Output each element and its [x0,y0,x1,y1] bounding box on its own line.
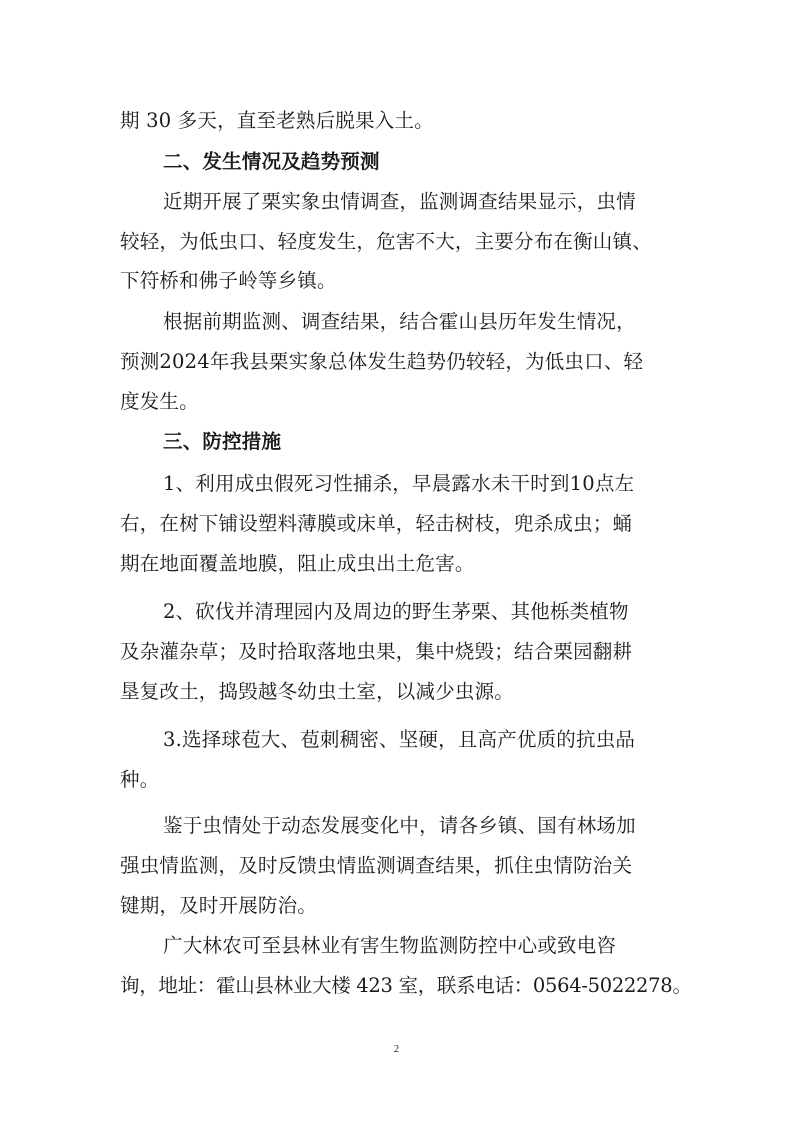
section-heading-situation: 二、发生情况及趋势预测 [163,150,380,173]
body-text-line: 期在地面覆盖地膜，阻止成虫出土危害。 [120,552,475,575]
body-text-line: 强虫情监测，及时反馈虫情监测调查结果，抓住虫情防治关 [120,854,633,877]
body-text-line: 键期，及时开展防治。 [120,894,318,917]
body-text-line: 询，地址：霍山县林业大楼 423 室，联系电话：0564-5022278。 [120,974,692,997]
body-text-line: 1、利用成虫假死习性捕杀，早晨露水未干时到10点左 [163,472,635,495]
section-heading-measures: 三、防控措施 [163,430,282,453]
body-text-line: 垦复改土，捣毁越冬幼虫土室，以减少虫源。 [120,680,515,703]
body-text-line: 近期开展了栗实象虫情调查，监测调查结果显示，虫情 [163,190,636,213]
body-text-line: 较轻，为低虫口、轻度发生，危害不大，主要分布在衡山镇、 [120,230,652,253]
body-text-line: 预测2024年我县栗实象总体发生趋势仍较轻，为低虫口、轻 [120,350,644,373]
body-text-line: 度发生。 [120,390,199,413]
body-text-line: 根据前期监测、调查结果，结合霍山县历年发生情况， [163,310,636,333]
body-text-line: 广大林农可至县林业有害生物监测防控中心或致电咨 [163,934,617,957]
body-text-line: 2、砍伐并清理园内及周边的野生茅栗、其他栎类植物 [163,600,629,623]
body-text-line: 及杂灌杂草；及时拾取落地虫果，集中烧毁；结合栗园翻耕 [120,640,633,663]
page-number: 2 [393,1043,400,1055]
body-text-line: 期 30 多天，直至老熟后脱果入土。 [120,109,434,132]
body-text-line: 3.选择球苞大、苞刺稠密、坚硬，且高产优质的抗虫品 [163,728,636,751]
body-text-line: 下符桥和佛子岭等乡镇。 [120,269,337,292]
body-text-line: 种。 [120,768,160,791]
body-text-line: 鉴于虫情处于动态发展变化中，请各乡镇、国有林场加 [163,814,636,837]
body-text-line: 右，在树下铺设塑料薄膜或床单，轻击树枝，兜杀成虫；蛹 [120,512,633,535]
